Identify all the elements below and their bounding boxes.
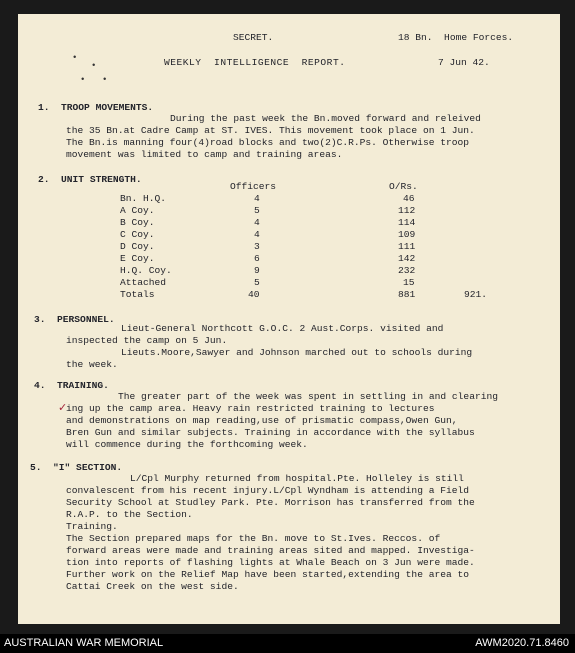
troop-movements-line: movement was limited to camp and training areas. (66, 149, 343, 160)
column-header-officers: Officers (230, 181, 277, 192)
i-section-line: Security School at Studley Park. Pte. Morrison has transferred from the (66, 497, 475, 508)
i-section-training-line: tion into reports of flashing lights at Whale Beach on 3 Jun were made. (66, 557, 475, 568)
i-section-training-line: The Section prepared maps for the Bn. move to St.Ives. Reccos. of (66, 533, 441, 544)
troop-movements-line: During the past week the Bn.moved forward and releived (170, 113, 481, 124)
strength-row-ors: 142 (398, 253, 416, 264)
strength-row-ors: 112 (398, 205, 416, 216)
strength-row-name: C Coy. (120, 229, 155, 240)
i-section-line: R.A.P. to the Section. (66, 509, 193, 520)
strength-row-name: B Coy. (120, 217, 155, 228)
pin-mark: • (91, 61, 97, 71)
i-section-training-line: Further work on the Relief Map have been started,extending the area to (66, 569, 470, 580)
document-page (18, 14, 560, 624)
strength-totals-officers: 40 (248, 289, 260, 300)
troop-movements-line: The Bn.is manning four(4)road blocks and two(2)C.R.Ps. Otherwise troop (66, 137, 470, 148)
pin-mark: • (102, 75, 108, 85)
strength-row-ors: 15 (403, 277, 415, 288)
section-heading-training: 4. TRAINING. (34, 380, 109, 391)
strength-row-officers: 6 (254, 253, 260, 264)
training-line: and demonstrations on map reading,use of prismatic compass,Owen Gun, (66, 415, 458, 426)
strength-row-name: A Coy. (120, 205, 155, 216)
strength-row-officers: 4 (254, 217, 260, 228)
archive-reference: AWM2020.71.8460 (475, 637, 569, 649)
training-line: Bren Gun and similar subjects. Training in accordance with the syllabus (66, 427, 475, 438)
column-header-ors: O/Rs. (389, 181, 418, 192)
personnel-line: inspected the camp on 5 Jun. (66, 335, 228, 346)
strength-row-officers: 3 (254, 241, 260, 252)
section-heading-troop-movements: 1. TROOP MOVEMENTS. (38, 102, 154, 113)
section-heading-personnel: 3. PERSONNEL. (34, 314, 115, 325)
training-line: will commence during the forthcoming week. (66, 439, 308, 450)
training-line: ing up the camp area. Heavy rain restricted training to lectures (66, 403, 435, 414)
strength-totals-label: Totals (120, 289, 155, 300)
strength-row-name: Attached (120, 277, 167, 288)
personnel-line: the week. (66, 359, 118, 370)
archive-footer (0, 634, 575, 653)
strength-totals-ors: 881 (398, 289, 416, 300)
report-date: 7 Jun 42. (438, 57, 490, 68)
strength-row-ors: 111 (398, 241, 416, 252)
strength-row-officers: 4 (254, 229, 260, 240)
strength-row-name: H.Q. Coy. (120, 265, 172, 276)
check-mark-icon: ✓ (58, 401, 68, 414)
personnel-line: Lieuts.Moore,Sawyer and Johnson marched out to schools during (121, 347, 473, 358)
section-heading-i-section: 5. "I" SECTION. (30, 462, 123, 473)
section-heading-unit-strength: 2. UNIT STRENGTH. (38, 174, 142, 185)
strength-row-ors: 114 (398, 217, 416, 228)
i-section-line: convalescent from his recent injury.L/Cpl Wyndham is attending a Field (66, 485, 470, 496)
i-section-line: L/Cpl Murphy returned from hospital.Pte. Holleley is still (130, 473, 464, 484)
strength-row-officers: 5 (254, 205, 260, 216)
strength-row-name: Bn. H.Q. (120, 193, 167, 204)
strength-row-name: D Coy. (120, 241, 155, 252)
strength-row-name: E Coy. (120, 253, 155, 264)
strength-grand-total: 921. (464, 289, 488, 300)
report-title: WEEKLY INTELLIGENCE REPORT. (164, 57, 346, 68)
i-section-training-line: Cattai Creek on the west side. (66, 581, 239, 592)
strength-row-officers: 5 (254, 277, 260, 288)
strength-row-ors: 232 (398, 265, 416, 276)
i-section-training-line: forward areas were made and training areas sited and mapped. Investiga- (66, 545, 475, 556)
troop-movements-line: the 35 Bn.at Cadre Camp at ST. IVES. This movement took place on 1 Jun. (66, 125, 475, 136)
strength-row-ors: 46 (403, 193, 415, 204)
pin-mark: • (72, 53, 78, 63)
training-line: The greater part of the week was spent in settling in and clearing (118, 391, 498, 402)
strength-row-officers: 9 (254, 265, 260, 276)
strength-row-ors: 109 (398, 229, 416, 240)
archive-source: AUSTRALIAN WAR MEMORIAL (4, 637, 164, 649)
i-section-subheading: Training. (66, 521, 118, 532)
unit-designation: 18 Bn. Home Forces. (398, 32, 514, 43)
classification-label: SECRET. (233, 32, 274, 43)
personnel-line: Lieut-General Northcott G.O.C. 2 Aust.Corps. visited and (121, 323, 444, 334)
strength-row-officers: 4 (254, 193, 260, 204)
pin-mark: • (80, 75, 86, 85)
